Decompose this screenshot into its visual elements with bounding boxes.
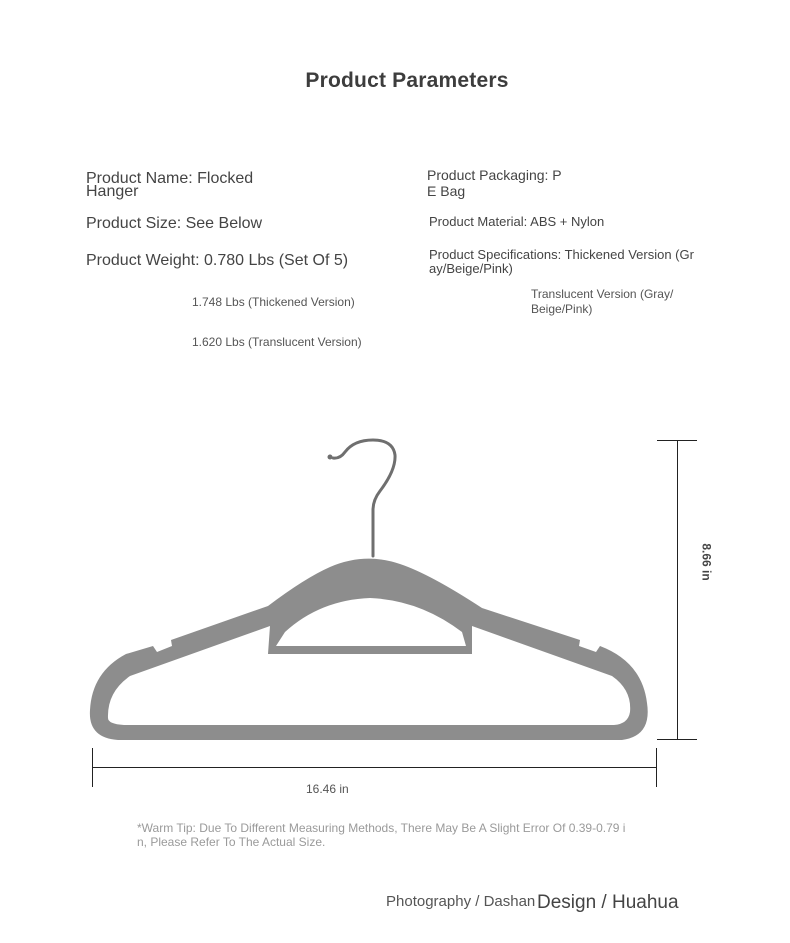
width-label: 16.46 in — [306, 782, 349, 796]
width-dimension-line — [92, 767, 657, 768]
product-spec-line1: Product Specifications: Thickened Version (Gr — [429, 247, 694, 262]
height-dimension-line — [677, 440, 678, 740]
warm-tip-line1: *Warm Tip: Due To Different Measuring Methods, There May Be A Slight Error Of 0.39-0.79 i — [137, 821, 626, 835]
spec-translucent-line2: Beige/Pink) — [531, 302, 593, 316]
weight-thickened: 1.748 Lbs (Thickened Version) — [192, 295, 355, 309]
photography-credit: Photography / Dashan — [386, 893, 536, 910]
product-name-line2: Hanger — [86, 183, 139, 200]
spec-translucent-line1: Translucent Version (Gray/ — [531, 287, 674, 301]
warm-tip-line2: n, Please Refer To The Actual Size. — [137, 835, 326, 849]
height-label: 8.66 in — [699, 543, 714, 581]
hanger-hook — [328, 440, 396, 556]
product-weight: Product Weight: 0.780 Lbs (Set Of 5) — [86, 252, 349, 269]
product-packaging-line1: Product Packaging: P — [427, 167, 562, 183]
product-name-line1: Product Name: Flocked — [86, 170, 254, 187]
product-packaging-line2: E Bag — [427, 183, 466, 199]
product-spec-line2: ay/Beige/Pink) — [429, 261, 513, 276]
weight-translucent: 1.620 Lbs (Translucent Version) — [192, 335, 362, 349]
hanger-body — [90, 559, 648, 740]
product-material: Product Material: ABS + Nylon — [429, 214, 605, 229]
design-credit: Design / Huahua — [537, 892, 679, 913]
product-size: Product Size: See Below — [86, 215, 263, 232]
page-title: Product Parameters — [305, 69, 509, 92]
